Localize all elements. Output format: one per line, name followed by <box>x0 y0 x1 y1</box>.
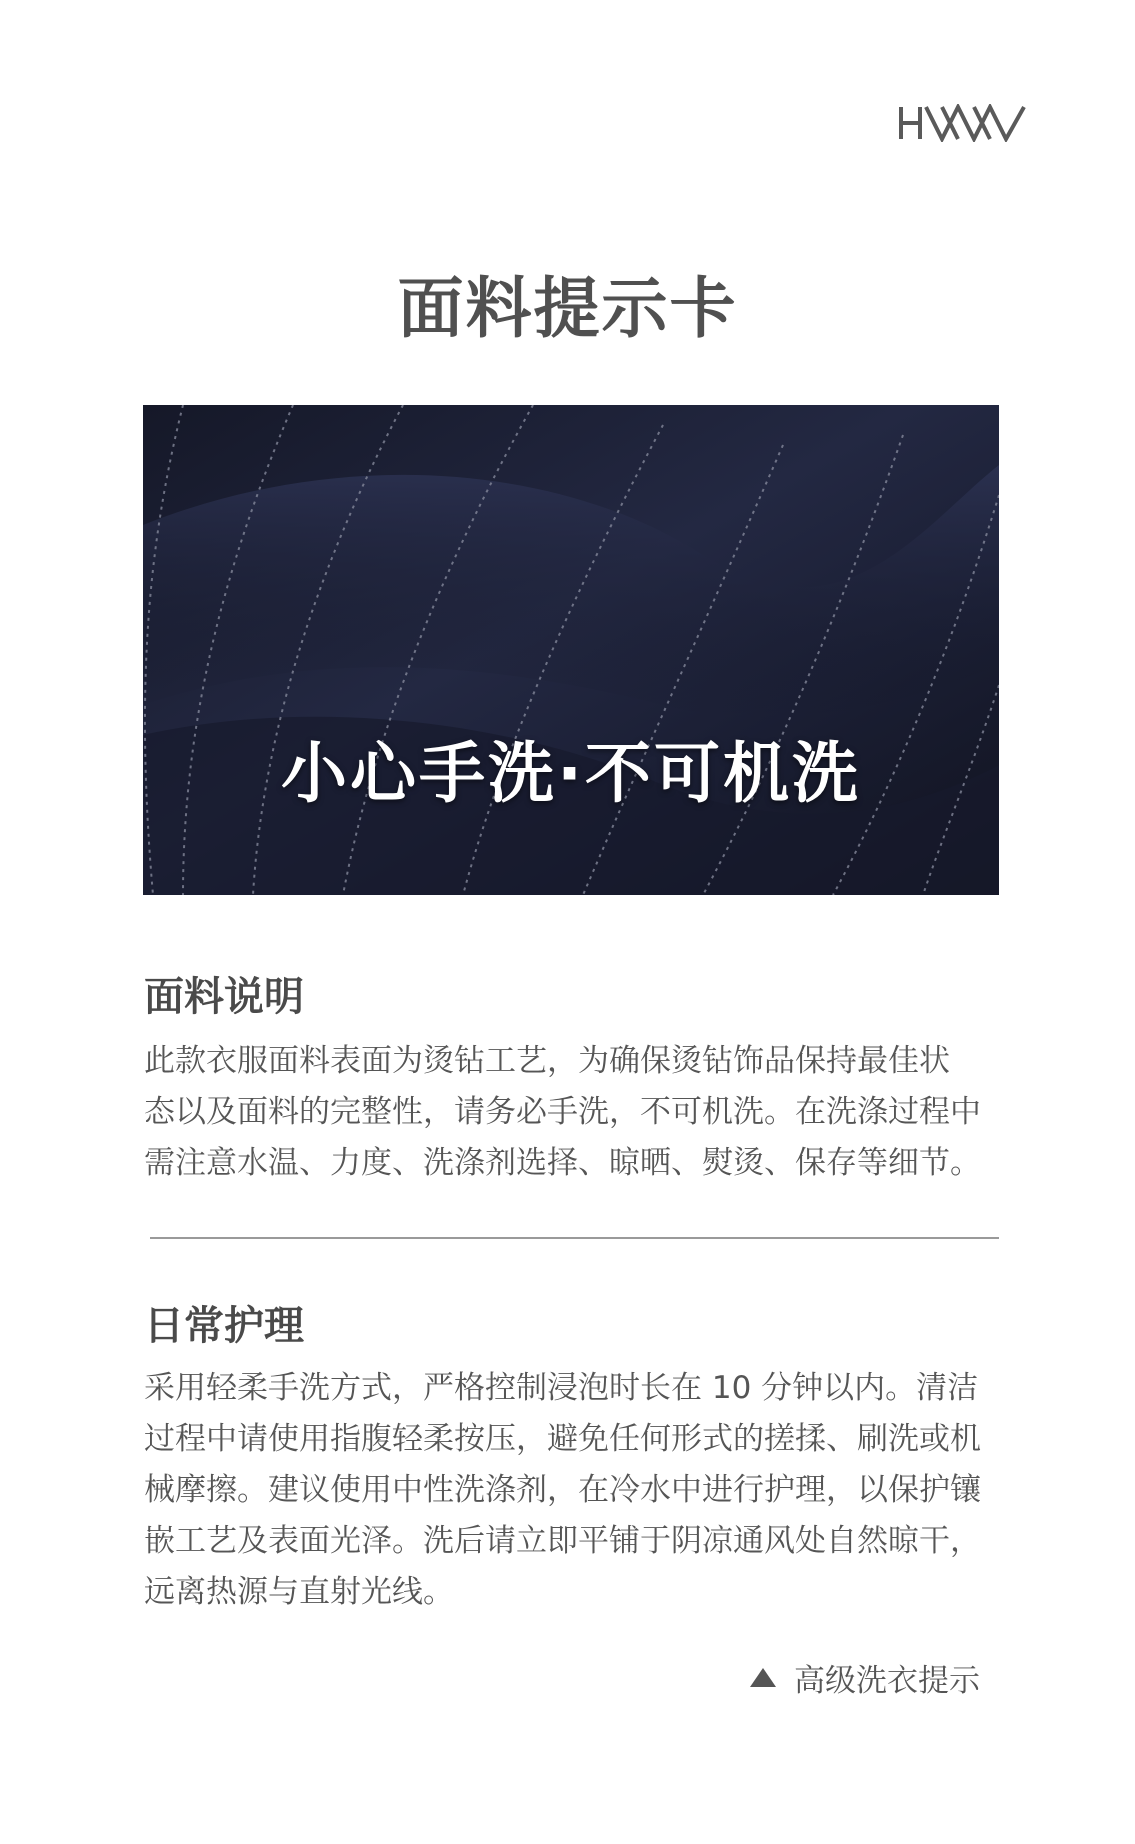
text-line: 过程中请使用指腹轻柔按压，避免任何形式的搓揉、刷洗或机 <box>144 1421 981 1457</box>
text-line: 采用轻柔手洗方式，严格控制浸泡时长在 10 分钟以内。清洁 <box>144 1370 979 1406</box>
section-body-care <box>144 1363 1024 1618</box>
footer-tip <box>750 1655 980 1699</box>
text-line: 远离热源与直射光线。 <box>144 1574 454 1610</box>
page-title: 面料提示卡 <box>397 270 738 347</box>
text-line: 态以及面料的完整性，请务必手洗，不可机洗。在洗涤过程中 <box>144 1094 981 1130</box>
section-body-fabric <box>144 1036 1024 1189</box>
section-heading-care: 日常护理 <box>144 1303 304 1349</box>
text-line: 此款衣服面料表面为烫钻工艺，为确保烫钻饰品保持最佳状 <box>144 1043 950 1079</box>
text-line: 械摩擦。建议使用中性洗涤剂，在冷水中进行护理，以保护镶 <box>144 1472 981 1508</box>
divider <box>150 1237 999 1239</box>
triangle-up-icon <box>750 1668 776 1687</box>
fabric-image <box>143 405 999 895</box>
footer-tip-label: 高级洗衣提示 <box>794 1662 980 1699</box>
section-heading-fabric: 面料说明 <box>144 974 304 1020</box>
fabric-texture <box>143 405 999 895</box>
text-line: 需注意水温、力度、洗涤剂选择、晾晒、熨烫、保存等细节。 <box>144 1145 981 1181</box>
hero-caption: 小心手洗·不可机洗 <box>280 735 862 812</box>
text-line: 嵌工艺及表面光泽。洗后请立即平铺于阴凉通风处自然晾干， <box>144 1523 981 1559</box>
brand-logo <box>898 104 1028 142</box>
